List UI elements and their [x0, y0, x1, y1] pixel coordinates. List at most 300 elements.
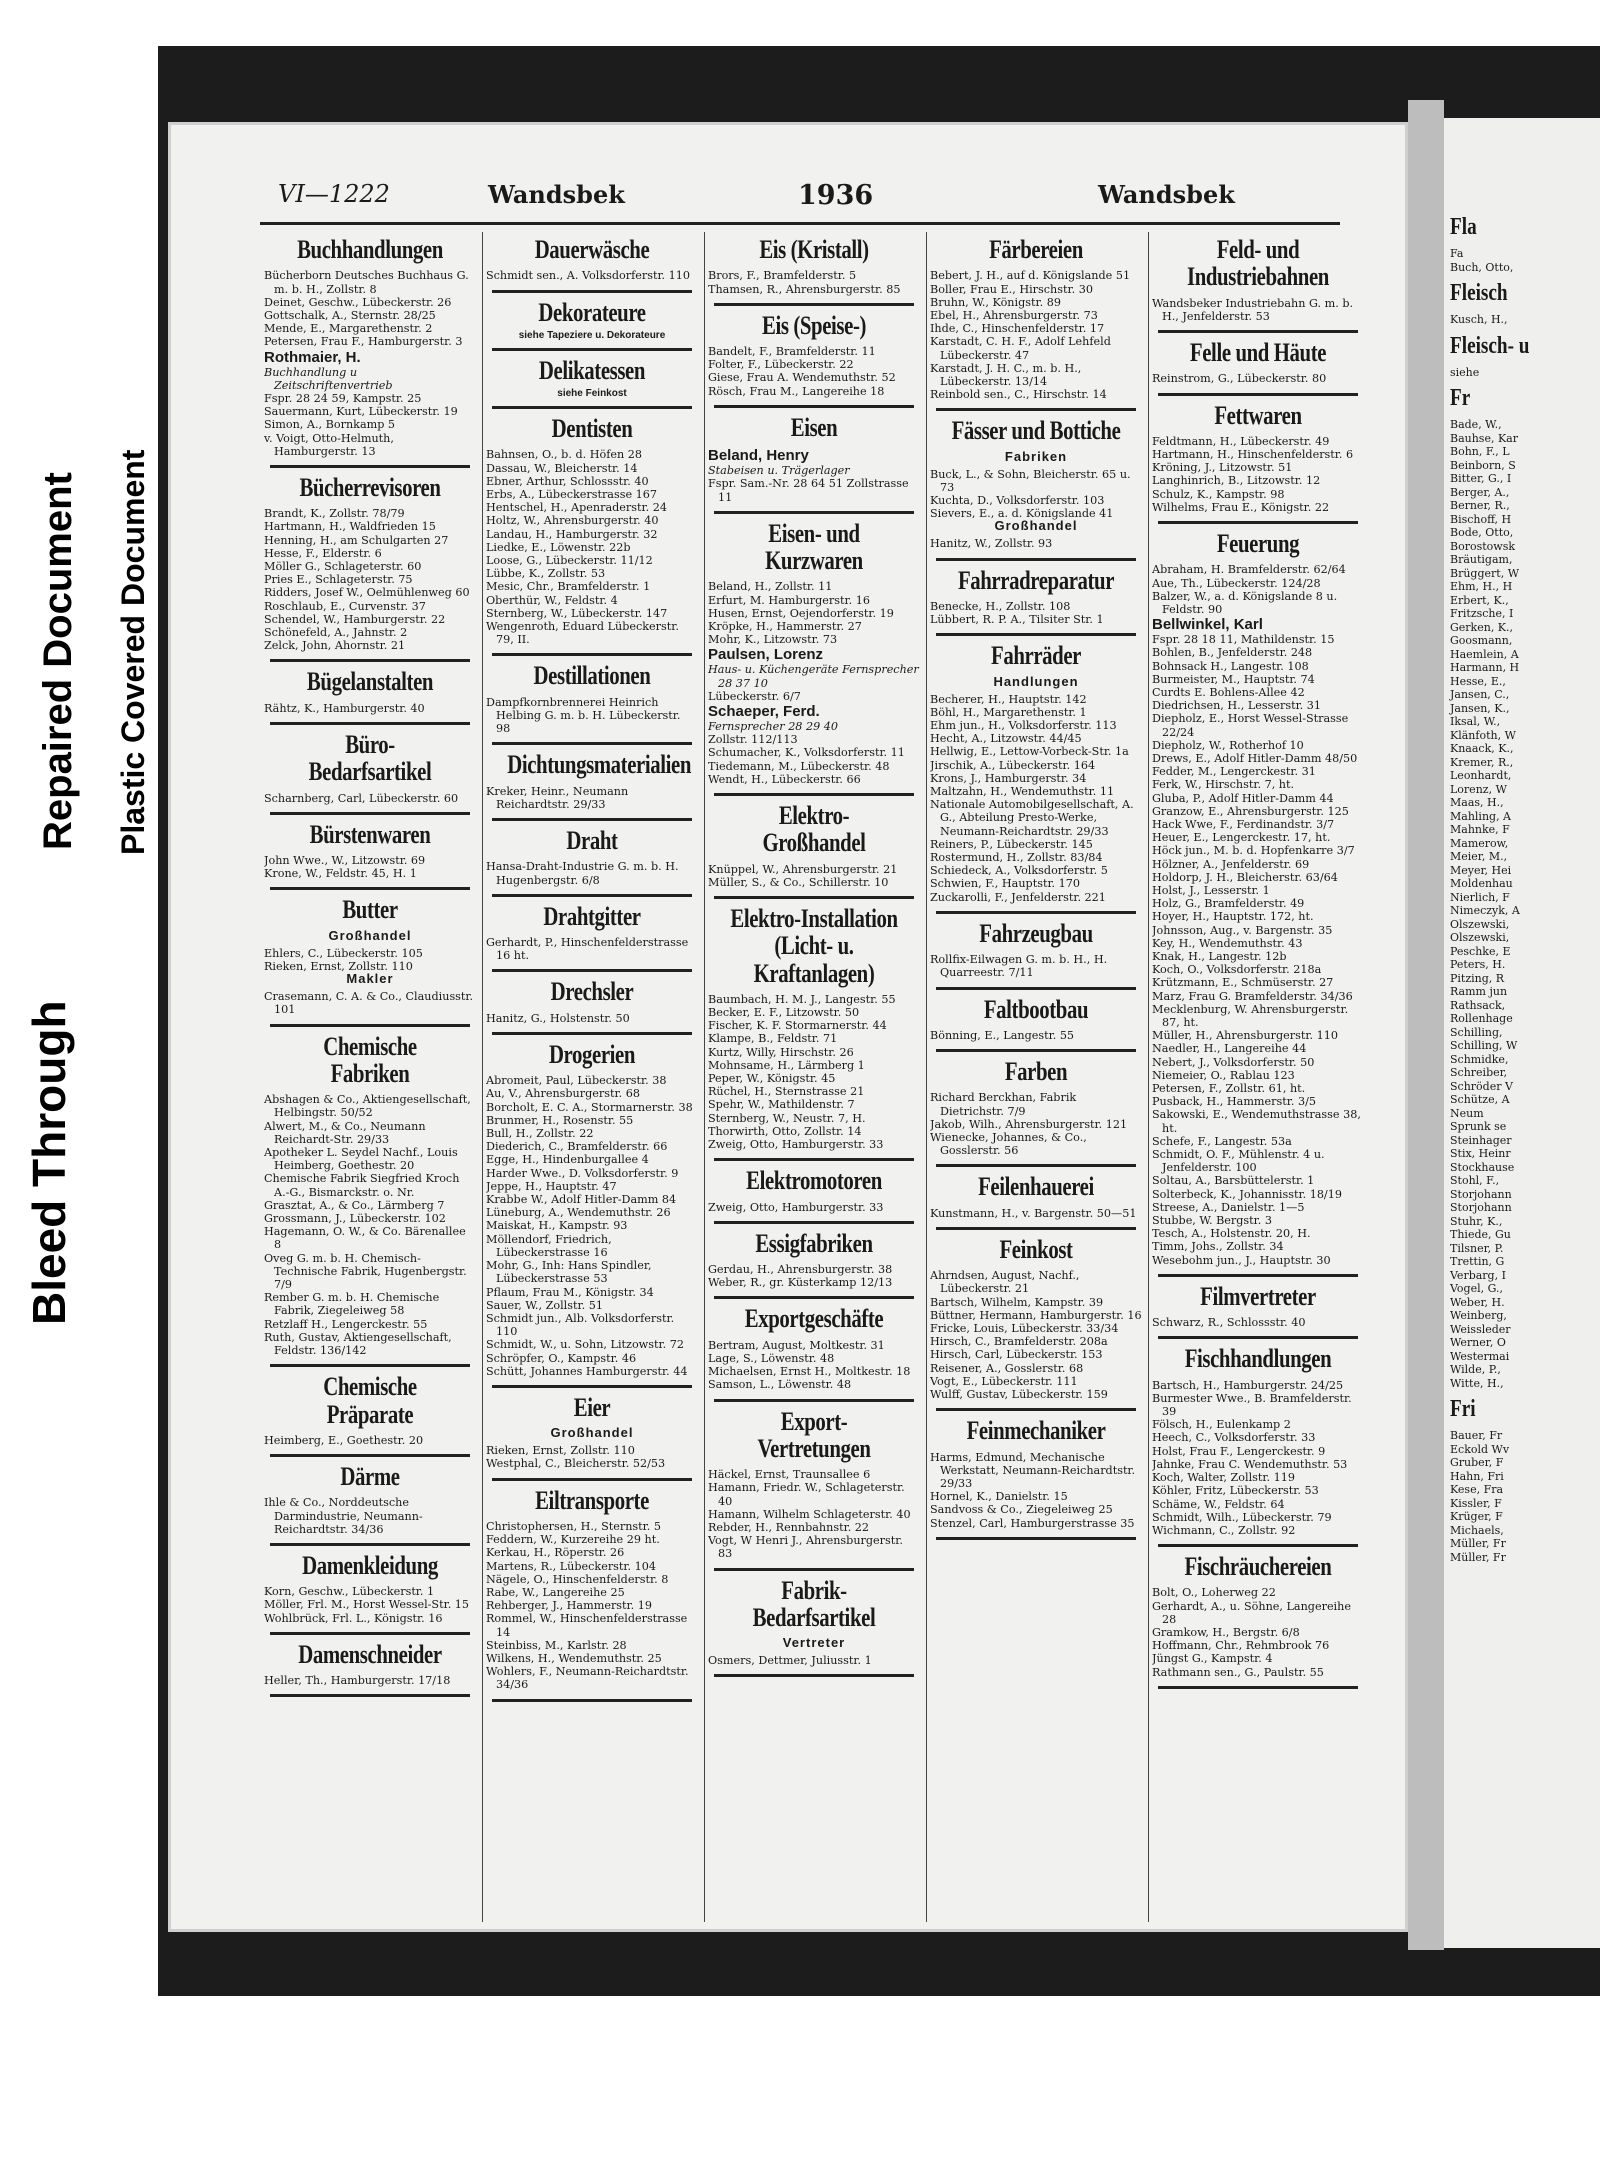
directory-entry: Au, V., Ahrensburgerstr. 68: [486, 1087, 640, 1101]
facing-page-line: Pitzing, R: [1450, 971, 1505, 985]
directory-entry: Wengenroth, Eduard Lübeckerstr. 79, II.: [486, 620, 679, 647]
directory-entry: Schütt, Johannes Hamburgerstr. 44: [486, 1364, 688, 1378]
directory-entry: Knak, H., Langestr. 12b: [1152, 950, 1287, 963]
directory-entry: Fedder, M., Lengerckestr. 31: [1152, 765, 1316, 779]
facing-page-line: Goosmann,: [1450, 634, 1513, 647]
section-divider: [492, 969, 692, 972]
facing-page-line: Müller, Fr: [1450, 1537, 1506, 1550]
book-spine: [1408, 100, 1444, 1950]
facing-page: [1444, 118, 1600, 1948]
directory-entry: Schmidt jun., Alb. Volksdorferstr. 110: [486, 1311, 675, 1339]
section-divider: [270, 1694, 470, 1697]
section-title: Dekorateure: [538, 297, 646, 327]
facing-page-line: Peschke, E: [1450, 944, 1511, 958]
directory-entry: Dassau, W., Bleicherstr. 14: [486, 461, 638, 475]
directory-entry: Hecht, A., Litzowstr. 44/45: [930, 732, 1082, 746]
directory-entry: Holdorp, J. H., Bleicherstr. 63/64: [1152, 870, 1338, 884]
section-divider: [936, 1408, 1136, 1411]
directory-entry: Vogt, W Henri J., Ahrensburgerstr. 83: [708, 1534, 903, 1561]
directory-entry: Crasemann, C. A. & Co., Claudiusstr. 101: [264, 990, 474, 1017]
directory-entry: Thamsen, R., Ahrensburgerstr. 85: [708, 282, 901, 296]
directory-entry: Vogt, E., Lübeckerstr. 111: [930, 1374, 1078, 1388]
directory-entry: Rabe, W., Langereihe 25: [486, 1585, 625, 1599]
directory-entry: Petersen, F., Zollstr. 61, ht.: [1152, 1082, 1306, 1096]
directory-entry: Hanitz, G., Holstenstr. 50: [486, 1011, 630, 1025]
directory-entry: Peper, W., Königstr. 45: [708, 1072, 836, 1086]
directory-entry: Büttner, Hermann, Hamburgerstr. 16: [930, 1308, 1142, 1322]
facing-page-line: Jansen, C.,: [1450, 688, 1510, 701]
directory-entry: Rommel, W., Hinschenfelderstrasse 14: [486, 1612, 688, 1639]
section-divider: [1158, 330, 1358, 333]
section-title: Drahtgitter: [543, 901, 641, 931]
facing-page-line: Mahling, A: [1450, 809, 1512, 823]
directory-entry: Mesic, Chr., Bramfelderstr. 1: [486, 580, 651, 594]
section-title: Dauerwäsche: [534, 235, 650, 264]
facing-page-line: Hesse, E.,: [1450, 674, 1506, 688]
facing-page-line: Berner, R.,: [1450, 499, 1510, 512]
facing-page-line: Witte, H.,: [1450, 1376, 1504, 1390]
directory-entry: Schwien, F., Hauptstr. 170: [930, 877, 1081, 891]
directory-entry: Ebner, Arthur, Schlossstr. 40: [486, 474, 649, 488]
directory-entry: Reiners, P., Lübeckerstr. 145: [930, 837, 1093, 851]
section-divider: [714, 1674, 914, 1677]
facing-page-line: Bade, W.,: [1450, 418, 1502, 431]
section-divider: [936, 911, 1136, 914]
facing-page-line: Westermai: [1450, 1349, 1510, 1363]
section-divider: [936, 1227, 1136, 1230]
facing-page-line: Harmann, H: [1450, 661, 1520, 674]
section-divider: [270, 887, 470, 890]
section-title: Eier: [573, 1392, 611, 1422]
section-title: Chemische Präparate: [323, 1372, 417, 1429]
directory-entry: Kuchta, D., Volksdorferstr. 103: [930, 494, 1105, 508]
directory-entry: Brors, F., Bramfelderstr. 5: [708, 269, 857, 283]
directory-entry: Zelck, John, Ahornstr. 21: [264, 639, 406, 653]
directory-entry: Rebder, H., Rennbahnstr. 22: [708, 1521, 870, 1534]
directory-entry: Michaelsen, Ernst H., Moltkestr. 18: [708, 1365, 911, 1379]
directory-entry: Tiedemann, M., Lübeckerstr. 48: [708, 759, 890, 773]
directory-entry: Lübbe, K., Zollstr. 53: [486, 567, 606, 581]
section-subtitle: Handlungen: [993, 673, 1079, 689]
facing-page-line: Fleisch- u: [1450, 332, 1530, 359]
facing-page-line: Storjohann: [1450, 1201, 1512, 1214]
section-title: Exportgeschäfte: [744, 1304, 884, 1334]
facing-page-line: Leonhardt,: [1450, 769, 1512, 782]
directory-entry: Mohr, G., Inh: Hans Spindler, Lübeckerstrasse 53: [486, 1259, 652, 1286]
facing-page-line: Michaels,: [1450, 1523, 1504, 1537]
section-divider: [1158, 393, 1358, 396]
section-reference: siehe Tapeziere u. Dekorateure: [518, 329, 666, 341]
directory-entry: Ferk, W., Hirschstr. 7, ht.: [1152, 778, 1295, 792]
directory-page: [168, 122, 1408, 1932]
section-title: Eisen: [790, 412, 838, 442]
section-subtitle: Großhandel: [994, 518, 1078, 534]
directory-entry: Bohlen, B., Jenfelderstr. 248: [1152, 646, 1313, 660]
facing-page-line: Ramm jun: [1450, 985, 1508, 998]
directory-entry: Sternberg, W., Neustr. 7, H.: [708, 1111, 866, 1125]
facing-page-line: Stix, Heinr: [1450, 1147, 1511, 1160]
column-2: [486, 232, 698, 1922]
facing-page-line: Gerken, K.,: [1450, 620, 1514, 634]
directory-entry: Ehm jun., H., Volksdorferstr. 113: [930, 719, 1117, 733]
directory-entry: Curdts E. Bohlens-Allee 42: [1152, 685, 1305, 699]
directory-entry: Niemeier, O., Rablau 123: [1152, 1068, 1295, 1082]
facing-page-line: Eckold Wv: [1450, 1442, 1510, 1456]
section-title: Feld- und Industriebahnen: [1187, 235, 1329, 292]
directory-entry: Rieken, Ernst, Zollstr. 110: [264, 959, 413, 973]
directory-entry: Gottschalk, A., Sternstr. 28/25: [264, 308, 436, 322]
directory-entry: Sakowski, E., Wendemuthstrasse 38, ht.: [1152, 1108, 1361, 1135]
directory-entry: Sievers, E., a. d. Königslande 41: [930, 507, 1114, 521]
directory-entry: Brunmer, H., Rosenstr. 55: [486, 1113, 634, 1127]
directory-entry: Schmidt, Wilh., Lübeckerstr. 79: [1152, 1510, 1332, 1524]
directory-entry: Westphal, C., Bleicherstr. 52/53: [486, 1457, 666, 1471]
directory-entry: Rember G. m. b. H. Chemische Fabrik, Ziegeleiweg 58: [264, 1291, 440, 1318]
directory-entry: Giese, Frau A. Wendemuthstr. 52: [708, 371, 896, 385]
section-title: Eisen- und Kurzwaren: [765, 518, 863, 576]
directory-entry: Schröpfer, O., Kampstr. 46: [486, 1351, 637, 1365]
facing-page-line: Thiede, Gu: [1450, 1228, 1511, 1241]
directory-entry: Harms, Edmund, Mechanische Werkstatt, Neumann-Reichardtstr. 29/33: [930, 1450, 1136, 1490]
directory-entry: Gramkow, H., Bergstr. 6/8: [1152, 1626, 1300, 1640]
facing-page-line: Fa: [1450, 247, 1464, 260]
directory-entry: Müller, H., Ahrensburgerstr. 110: [1152, 1029, 1338, 1043]
section-title: Eiltransporte: [535, 1485, 649, 1515]
directory-entry: Ruth, Gustav, Aktiengesellschaft, Feldstr. 136/142: [264, 1330, 452, 1358]
facing-page-line: Brüggert, W: [1450, 566, 1519, 580]
directory-entry: Pflaum, Frau M., Königstr. 34: [486, 1285, 654, 1299]
section-title: Drechsler: [550, 977, 634, 1007]
directory-entry: Ridders, Josef W., Oelmühlenweg 60: [264, 586, 470, 600]
directory-entry: Ihde, C., Hinschenfelderstr. 17: [930, 322, 1105, 336]
directory-entry: Rothmaier, H.: [264, 348, 361, 366]
section-divider: [492, 818, 692, 821]
directory-entry: Sandvoss & Co., Ziegeleiweg 25: [930, 1503, 1113, 1517]
directory-entry: Wichmann, C., Zollstr. 92: [1152, 1523, 1296, 1537]
directory-entry: Lüneburg, A., Wendemuthstr. 26: [486, 1206, 671, 1220]
directory-entry: Grossmann, J., Lübeckerstr. 102: [264, 1212, 446, 1225]
directory-entry: Krützmann, E., Schmüserstr. 27: [1152, 976, 1334, 990]
section-divider: [1158, 1274, 1358, 1277]
directory-entry: Zollstr. 112/113: [708, 733, 798, 747]
facing-page-line: Erbert, K.,: [1450, 593, 1509, 607]
directory-entry: Mohr, K., Litzowstr. 73: [708, 633, 838, 647]
section-divider: [714, 405, 914, 408]
directory-entry: Jüngst G., Kampstr. 4: [1152, 1652, 1273, 1666]
section-divider: [492, 742, 692, 745]
facing-page-line: Mahnke, F: [1450, 823, 1510, 836]
section-divider: [714, 1296, 914, 1299]
facing-page-line: Steinhager: [1450, 1133, 1512, 1147]
directory-entry: Bertram, August, Moltkestr. 31: [708, 1338, 885, 1352]
section-divider: [1158, 1544, 1358, 1547]
directory-entry: Kurtz, Willy, Hirschstr. 26: [708, 1045, 854, 1059]
facing-page-line: Ehm, H., H: [1450, 580, 1513, 593]
section-title: Eis (Speise-): [762, 310, 866, 340]
directory-entry: Fspr. Sam.-Nr. 28 64 51 Zollstrasse 11: [708, 477, 909, 504]
directory-entry: Maiskat, H., Kampstr. 93: [486, 1219, 628, 1233]
directory-entry: Bartsch, Wilhelm, Kampstr. 39: [930, 1295, 1104, 1309]
directory-entry: Zweig, Otto, Hamburgerstr. 33: [708, 1138, 884, 1152]
directory-entry: Rähtz, K., Hamburgerstr. 40: [264, 701, 425, 715]
directory-entry: Holst, Frau F., Lengerckestr. 9: [1152, 1444, 1326, 1458]
directory-entry: Hoyer, H., Hauptstr. 172, ht.: [1152, 910, 1314, 924]
page-number: VI—1222: [278, 180, 390, 208]
directory-entry: Retzlaff H., Lengerckestr. 55: [264, 1317, 428, 1331]
directory-entry: Reisener, A., Gosslerstr. 68: [930, 1361, 1084, 1375]
section-divider: [270, 1454, 470, 1457]
directory-entry: Wandsbeker Industriebahn G. m. b. H., Jenfelderstr. 53: [1152, 296, 1354, 323]
section-title: Drogerien: [548, 1039, 636, 1069]
facing-page-line: Werner, O: [1450, 1336, 1506, 1349]
facing-page-line: Kissler, F: [1450, 1496, 1502, 1510]
section-divider: [492, 348, 692, 351]
directory-entry: Sternberg, W., Lübeckerstr. 147: [486, 606, 668, 620]
directory-entry: Lage, S., Löwenstr. 48: [708, 1351, 835, 1365]
directory-entry: Dampfkornbrennerei Heinrich Helbing G. m. b. H. Lübeckerstr. 98: [486, 695, 681, 736]
directory-entry: Mende, E., Margarethenstr. 2: [264, 322, 433, 336]
section-title: Draht: [566, 826, 618, 856]
directory-entry: Schmidt, W., u. Sohn, Litzowstr. 72: [486, 1338, 684, 1352]
directory-entry: Klampe, B., Feldstr. 71: [708, 1032, 838, 1046]
facing-page-line: Haemlein, A: [1450, 647, 1519, 661]
directory-entry: Schumacher, K., Volksdorferstr. 11: [708, 746, 905, 760]
directory-entry: Mecklenburg, W. Ahrensburgerstr. 87, ht.: [1152, 1002, 1349, 1030]
directory-entry: Hirsch, Carl, Lübeckerstr. 153: [930, 1348, 1103, 1362]
directory-entry: Ehlers, C., Lübeckerstr. 105: [264, 946, 423, 960]
section-divider: [270, 1364, 470, 1367]
directory-entry: Wendt, H., Lübeckerstr. 66: [708, 772, 861, 786]
directory-entry: Timm, Johs., Zollstr. 34: [1152, 1240, 1284, 1254]
facing-page-line: Bischoff, H: [1450, 512, 1512, 526]
section-subtitle: Großhandel: [328, 927, 412, 943]
facing-page-line: Bauhse, Kar: [1450, 431, 1518, 445]
directory-entry: Baumbach, H. M. J., Langestr. 55: [708, 992, 896, 1006]
directory-entry: Bohnsack H., Langestr. 108: [1152, 659, 1309, 673]
facing-page-line: Hahn, Fri: [1450, 1469, 1504, 1483]
directory-entry: Heimberg, E., Goethestr. 20: [264, 1433, 424, 1447]
section-divider: [492, 1385, 692, 1388]
directory-entry: Kreker, Heinr., Neumann Reichardtstr. 29/33: [486, 784, 629, 811]
facing-page-line: Gruber, F: [1450, 1456, 1504, 1469]
directory-entry: Knüppel, W., Ahrensburgerstr. 21: [708, 862, 898, 876]
header-rule: [260, 222, 1340, 225]
facing-page-line: Meier, M.,: [1450, 850, 1508, 863]
directory-entry: Ihle & Co., Norddeutsche Darmindustrie, Neumann-Reichardtstr. 34/36: [264, 1496, 423, 1536]
directory-entry: Ebel, H., Ahrensburgerstr. 73: [930, 308, 1098, 322]
directory-entry: Abshagen & Co., Aktiengesellschaft, Helbingstr. 50/52: [264, 1093, 471, 1120]
facing-page-line: Weber, H.: [1450, 1295, 1505, 1309]
directory-entry: Schefe, F., Langestr. 53a: [1152, 1134, 1292, 1148]
facing-page-line: Olszewski,: [1450, 931, 1510, 944]
facing-page-line: Klänfoth, W: [1450, 728, 1516, 742]
directory-entry: Drews, E., Adolf Hitler-Damm 48/50: [1152, 751, 1358, 765]
directory-entry: Nebert, J., Volksdorferstr. 50: [1152, 1055, 1315, 1069]
facing-page-line: Moldenhau: [1450, 877, 1513, 890]
directory-entry: Hanitz, W., Zollstr. 93: [930, 537, 1053, 551]
facing-page-line: Tilsner, P.: [1450, 1241, 1504, 1255]
section-title: Bürstenwaren: [309, 819, 431, 849]
section-divider: [936, 1164, 1136, 1167]
directory-entry: Buchhandlung u Zeitschriftenvertrieb: [264, 365, 393, 392]
directory-entry: Simon, A., Bornkamp 5: [264, 418, 396, 432]
directory-entry: Langhinrich, B., Litzowstr. 12: [1152, 474, 1321, 488]
section-divider: [492, 406, 692, 409]
section-divider: [936, 1537, 1136, 1540]
directory-entry: Möller G., Schlageterstr. 60: [264, 560, 422, 574]
directory-entry: Rostermund, H., Zollstr. 83/84: [930, 851, 1103, 865]
section-title: Destillationen: [533, 661, 651, 691]
section-title: Fischräuchereien: [1184, 1552, 1332, 1582]
directory-entry: Becker, E. F., Litzowstr. 50: [708, 1006, 860, 1020]
directory-entry: Tesch, A., Holstenstr. 20, H.: [1152, 1227, 1311, 1241]
section-title: Dichtungsmaterialien: [507, 750, 692, 780]
directory-entry: Bolt, O., Loherweg 22: [1152, 1586, 1276, 1600]
directory-entry: Erfurt, M. Hamburgerstr. 16: [708, 593, 870, 607]
facing-page-line: Buch, Otto,: [1450, 260, 1514, 274]
directory-entry: Bull, H., Zollstr. 22: [486, 1127, 594, 1141]
section-divider: [714, 896, 914, 899]
directory-entry: Müller, S., & Co., Schillerstr. 10: [708, 875, 889, 889]
directory-entry: John Wwe., W., Litzowstr. 69: [264, 854, 426, 868]
column-separator: [704, 232, 705, 1922]
directory-entry: Hesse, F., Elderstr. 6: [264, 546, 382, 560]
facing-page-line: Trettin, G: [1450, 1255, 1505, 1268]
facing-page-line: Berger, A.,: [1450, 485, 1510, 499]
directory-entry: Hellwig, E., Lettow-Vorbeck-Str. 1a: [930, 745, 1129, 759]
section-divider: [714, 511, 914, 514]
directory-entry: Heuer, E., Lengerckestr. 17, ht.: [1152, 831, 1331, 845]
directory-entry: Schiedeck, A., Volksdorferstr. 5: [930, 864, 1108, 878]
directory-entry: Oberthür, W., Feldstr. 4: [486, 593, 618, 607]
directory-entry: Marz, Frau G. Bramfelderstr. 34/36: [1152, 989, 1353, 1003]
facing-page-line: Müller, Fr: [1450, 1550, 1506, 1564]
section-divider: [936, 1049, 1136, 1052]
facing-page-line: Schilling,: [1450, 1025, 1503, 1039]
section-divider: [270, 1543, 470, 1546]
facing-page-line: Sprunk se: [1450, 1120, 1507, 1133]
section-divider: [714, 1221, 914, 1224]
directory-entry: Bebert, J. H., auf d. Königslande 51: [930, 269, 1131, 283]
directory-entry: Kerkau, H., Röperstr. 26: [486, 1546, 625, 1560]
section-title: Feilenhauerei: [978, 1172, 1094, 1202]
section-divider: [270, 812, 470, 815]
section-title: Elektro-Großhandel: [762, 800, 866, 858]
facing-page-line: Fla: [1450, 214, 1477, 240]
facing-page-line: Schröder V: [1450, 1079, 1513, 1093]
directory-entry: Möllendorf, Friedrich, Lübeckerstrasse 16: [486, 1232, 612, 1259]
directory-entry: Zuckarolli, F., Jenfelderstr. 221: [930, 890, 1106, 904]
directory-entry: Naedler, H., Langereihe 44: [1152, 1042, 1307, 1056]
section-divider: [492, 894, 692, 897]
page-header: [278, 180, 1338, 220]
facing-page-line: Iksal, W.,: [1450, 715, 1501, 728]
directory-entry: Steinbiss, M., Karlstr. 28: [486, 1638, 627, 1652]
facing-page-line: Kusch, H.,: [1450, 313, 1508, 326]
section-title: Fahrradreparatur: [957, 565, 1115, 595]
directory-entry: Wulff, Gustav, Lübeckerstr. 159: [930, 1388, 1108, 1402]
section-title: Elektro-Installation (Licht- u. Kraftanlagen): [730, 903, 898, 988]
facing-page-line: Lorenz, W: [1450, 782, 1507, 796]
facing-page-line: Borostowsk: [1450, 539, 1516, 553]
section-title: Buchhandlungen: [297, 235, 443, 264]
facing-page-line: Jansen, K.,: [1450, 701, 1510, 715]
directory-entry: Rehberger, J., Hammerstr. 19: [486, 1599, 652, 1613]
directory-entry: Wilkens, H., Wendemuthstr. 25: [486, 1651, 662, 1665]
directory-entry: Brandt, K., Zollstr. 78/79: [264, 507, 405, 521]
facing-page-line: Schütze, A: [1450, 1093, 1510, 1106]
directory-entry: Bahnsen, O., b. d. Höfen 28: [486, 448, 642, 462]
directory-entry: Lübbert, R. P. A., Tilsiter Str. 1: [930, 613, 1104, 627]
directory-entry: Rathmann sen., G., Paulstr. 55: [1152, 1665, 1324, 1679]
section-title: Färbereien: [989, 235, 1083, 264]
facing-page-line: Storjohann: [1450, 1187, 1512, 1201]
directory-entry: Korn, Geschw., Lübeckerstr. 1: [264, 1585, 435, 1599]
facing-page-line: Nierlich, F: [1450, 890, 1510, 904]
directory-entry: Weber, R., gr. Küsterkamp 12/13: [708, 1276, 893, 1290]
section-title: Faltbootbau: [983, 994, 1089, 1024]
directory-entry: Holtz, W., Ahrensburgerstr. 40: [486, 514, 659, 528]
directory-entry: Heech, C., Volksdorferstr. 33: [1152, 1431, 1316, 1445]
directory-entry: Hentschel, H., Apenraderstr. 24: [486, 501, 667, 515]
directory-entry: Erbs, A., Lübeckerstrasse 167: [486, 488, 657, 501]
directory-entry: Kröning, J., Litzowstr. 51: [1152, 461, 1293, 475]
column-5: [1152, 232, 1364, 1922]
directory-entry: Jirschik, A., Lübeckerstr. 164: [930, 758, 1096, 772]
directory-entry: Stubbe, W. Bergstr. 3: [1152, 1214, 1273, 1228]
facing-page-line: Fri: [1450, 1396, 1476, 1422]
directory-entry: Petersen, Frau F., Hamburgerstr. 3: [264, 335, 463, 349]
facing-page-line: Schmidke,: [1450, 1052, 1509, 1066]
section-divider: [936, 558, 1136, 561]
directory-entry: Loose, G., Lübeckerstr. 11/12: [486, 554, 653, 568]
facing-page-line: Beinborn, S: [1450, 458, 1516, 472]
section-subtitle: Fabriken: [1004, 448, 1068, 464]
directory-entry: Oveg G. m. b. H. Chemisch-Technische Fabrik, Hugenbergstr. 7/9: [264, 1251, 467, 1292]
directory-entry: Ahrndsen, August, Nachf., Lübeckerstr. 21: [930, 1269, 1080, 1296]
directory-entry: Feddern, W., Kurzereihe 29 ht.: [486, 1533, 660, 1547]
section-divider: [270, 659, 470, 662]
directory-entry: Bruhn, W., Königstr. 89: [930, 295, 1061, 309]
directory-entry: Wohlbrück, Frl. L., Königstr. 16: [264, 1611, 443, 1625]
directory-entry: Bartsch, H., Hamburgerstr. 24/25: [1152, 1378, 1344, 1392]
section-title: Feinmechaniker: [966, 1416, 1106, 1446]
facing-page-text: [1444, 118, 1600, 1564]
directory-entry: Hirsch, C., Bramfelderstr. 208a: [930, 1335, 1108, 1349]
directory-entry: Egge, H., Hindenburgallee 4: [486, 1153, 649, 1167]
directory-entry: Thorwirth, Otto, Zollstr. 14: [708, 1124, 862, 1138]
facing-page-line: Kese, Fra: [1450, 1483, 1504, 1496]
directory-entry: Boller, Frau E., Hirschstr. 30: [930, 282, 1093, 296]
column-separator: [926, 232, 927, 1922]
directory-entry: Osmers, Dettmer, Juliusstr. 1: [708, 1654, 872, 1668]
facing-page-line: Krüger, F: [1450, 1510, 1503, 1523]
directory-entry: Karstadt, J. H. C., m. b. H., Lübeckerstr. 13/14: [930, 361, 1082, 388]
section-title: Filmvertreter: [1200, 1281, 1316, 1311]
directory-entry: Buck, L., & Sohn, Bleicherstr. 65 u. 73: [930, 467, 1131, 494]
directory-entry: Streese, A., Danielstr. 1—5: [1152, 1200, 1305, 1214]
column-3: [708, 232, 920, 1922]
section-title: Fahrräder: [991, 641, 1081, 671]
facing-page-line: Rathsack,: [1450, 998, 1506, 1012]
section-divider: [714, 793, 914, 796]
section-title: Feuerung: [1216, 529, 1300, 559]
directory-entry: Nägele, O., Hinschenfelderstr. 8: [486, 1572, 669, 1586]
section-title: Fahrzeugbau: [979, 918, 1093, 948]
directory-entry: Pusback, H., Hammerstr. 3/5: [1152, 1095, 1316, 1109]
directory-entry: Sauermann, Kurt, Lübeckerstr. 19: [264, 405, 458, 419]
section-title: Felle und Häute: [1189, 338, 1327, 367]
